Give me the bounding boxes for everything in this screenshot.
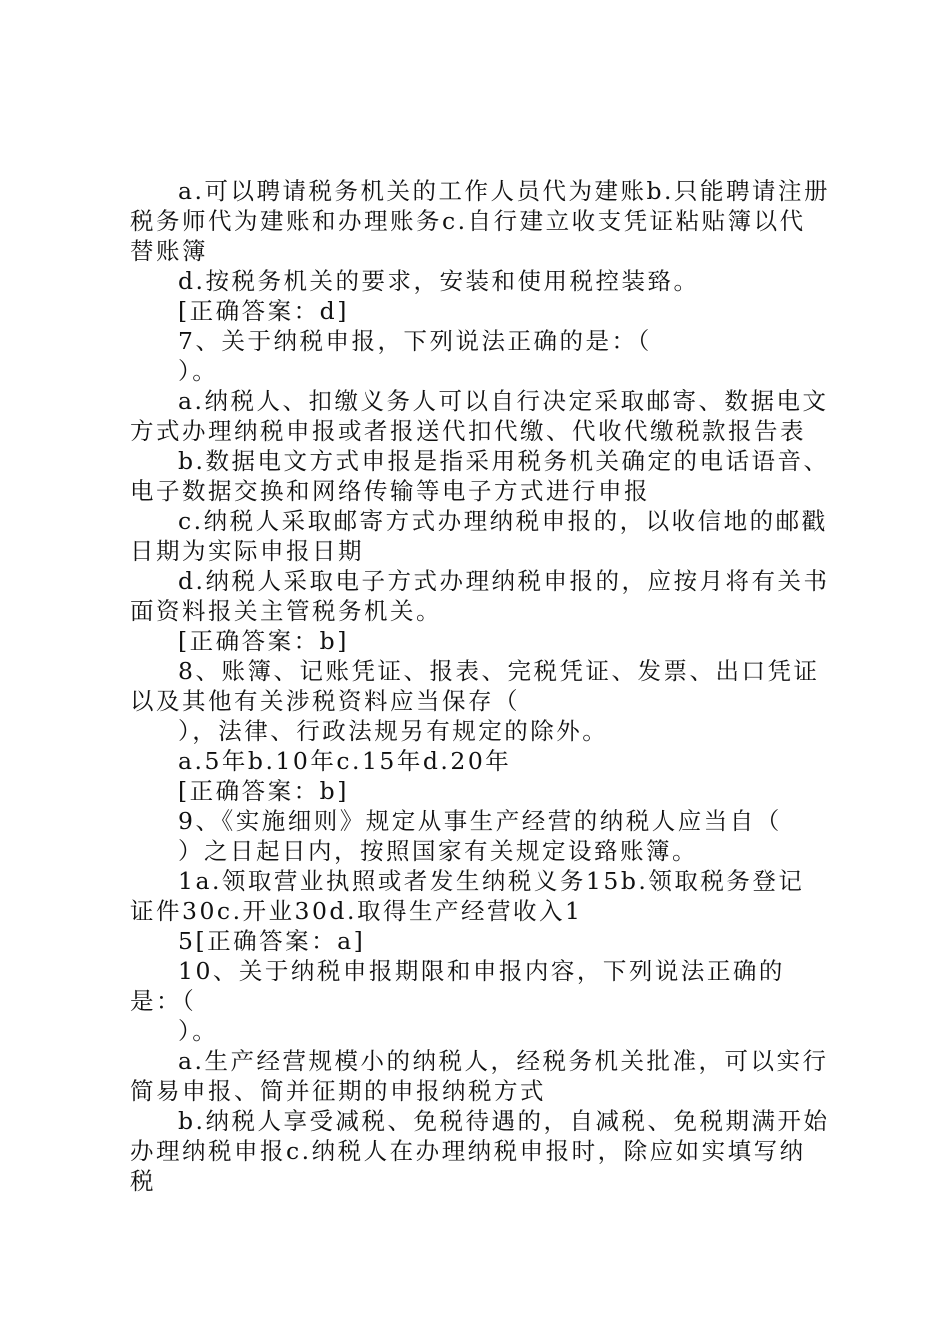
question-7-option-b: b.数据电文方式申报是指采用税务机关确定的电话语音、电子数据交换和网络传输等电子方式进行申报 xyxy=(130,447,830,505)
document-body xyxy=(130,176,830,1196)
question-9-options: 1a.领取营业执照或者发生纳税义务15b.领取税务登记证件30c.开业30d.取得生产经营收入1 xyxy=(130,867,805,925)
answer-line: [正确答案：d] xyxy=(178,297,349,325)
question-10-option-bc: b.纳税人享受减税、免税待遇的，自减税、免税期满开始办理纳税申报c.纳税人在办理纳税申报时，除应如实填写纳税 xyxy=(130,1107,830,1195)
question-8: 8、账簿、记账凭证、报表、完税凭证、发票、出口凭证以及其他有关涉税资料应当保存（ xyxy=(130,657,820,715)
answer-line: 5[正确答案：a] xyxy=(178,927,366,955)
question-9: 9、《实施细则》规定从事生产经营的纳税人应当自（ xyxy=(178,807,782,835)
question-10: 10、关于纳税申报期限和申报内容，下列说法正确的是：（ xyxy=(130,957,785,1015)
question-10-option-a: a.生产经营规模小的纳税人，经税务机关批准，可以实行简易申报、简并征期的申报纳税方式 xyxy=(130,1047,829,1105)
question-7-close: ）。 xyxy=(178,357,219,385)
question-7: 7、关于纳税申报，下列说法正确的是：（ xyxy=(178,327,652,355)
question-9-close: ）之日起日内，按照国家有关规定设臵账簿。 xyxy=(178,837,698,865)
paragraph-option-abc: a.可以聘请税务机关的工作人员代为建账b.只能聘请注册税务师代为建账和办理账务c.自行建立收支凭证粘贴簿以代替账簿 xyxy=(130,177,830,265)
answer-line: [正确答案：b] xyxy=(178,627,349,655)
paragraph-option-d: d.按税务机关的要求，安装和使用税控装臵。 xyxy=(178,267,700,295)
answer-line: [正确答案：b] xyxy=(178,777,349,805)
question-7-option-d: d.纳税人采取电子方式办理纳税申报的，应按月将有关书面资料报关主管税务机关。 xyxy=(130,567,830,625)
question-8-options: a.5年b.10年c.15年d.20年 xyxy=(178,747,512,775)
question-7-option-c: c.纳税人采取邮寄方式办理纳税申报的，以收信地的邮戳日期为实际申报日期 xyxy=(130,507,828,565)
question-8-close: ），法律、行政法规另有规定的除外。 xyxy=(178,717,609,745)
question-10-close: ）。 xyxy=(178,1017,219,1045)
question-7-option-a: a.纳税人、扣缴义务人可以自行决定采取邮寄、数据电文方式办理纳税申报或者报送代扣代缴、代收代缴税款报告表 xyxy=(130,387,829,445)
